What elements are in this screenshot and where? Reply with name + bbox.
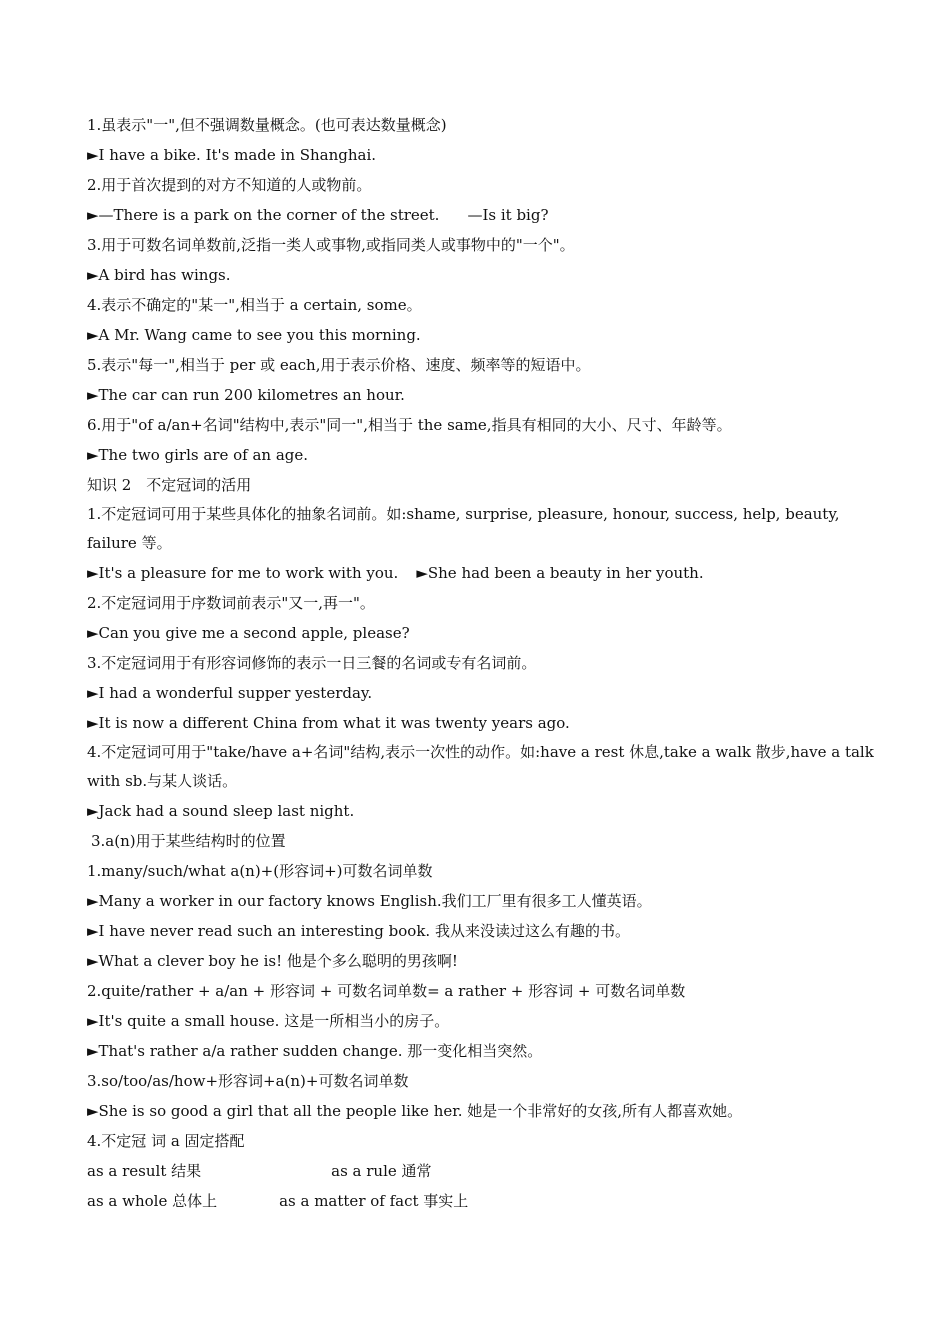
text-paragraph: 1.不定冠词可用于某些具体化的抽象名词前。如:shame, surprise, pleasure, honour, success, help, beauty, failure 等。 xyxy=(87,505,840,552)
example-line: ►I have a bike. It's made in Shanghai. xyxy=(87,146,377,164)
example-line: ►It is now a different China from what it was twenty years ago. xyxy=(87,714,570,732)
example-line: ►A Mr. Wang came to see you this morning. xyxy=(87,326,421,344)
example-line: ►That's rather a/a rather sudden change. 那一变化相当突然。 xyxy=(87,1042,543,1060)
example-dialog-b: —Is it big? xyxy=(467,206,549,224)
example-line: ►What a clever boy he is! 他是个多么聪明的男孩啊! xyxy=(87,952,458,970)
example-line: ►A bird has wings. xyxy=(87,266,231,284)
example-line: ►It's quite a small house. 这是一所相当小的房子。 xyxy=(87,1012,450,1030)
text-line: 3.不定冠词用于有形容词修饰的表示一日三餐的名词或专有名词前。 xyxy=(87,654,537,672)
text-line: 3.用于可数名词单数前,泛指一类人或事物,或指同类人或事物中的"一个"。 xyxy=(87,236,575,254)
example-line: ►Jack had a sound sleep last night. xyxy=(87,802,355,820)
example-line: ►I had a wonderful supper yesterday. xyxy=(87,684,373,702)
example-line xyxy=(87,200,877,230)
example-dialog-a: ►—There is a park on the corner of the street. xyxy=(87,206,440,224)
text-line: 2.quite/rather + a/an + 形容词 + 可数名词单数= a rather + 形容词 + 可数名词单数 xyxy=(87,982,686,1000)
phrase-row xyxy=(87,1156,877,1186)
text-line: 5.表示"每一",相当于 per 或 each,用于表示价格、速度、频率等的短语中。 xyxy=(87,356,591,374)
text-line: 1.many/such/what a(n)+(形容词+)可数名词单数 xyxy=(87,862,433,880)
example-a: ►It's a pleasure for me to work with you. xyxy=(87,564,399,582)
phrase-item: as a matter of fact 事实上 xyxy=(279,1192,469,1210)
document-page xyxy=(87,110,877,1216)
text-line: 3.so/too/as/how+形容词+a(n)+可数名词单数 xyxy=(87,1072,409,1090)
text-line: 2.不定冠词用于序数词前表示"又一,再一"。 xyxy=(87,594,375,612)
text-line: 4.表示不确定的"某一",相当于 a certain, some。 xyxy=(87,296,422,314)
text-line: 4.不定冠 词 a 固定搭配 xyxy=(87,1132,245,1150)
phrase-row xyxy=(87,1186,877,1216)
text-paragraph: 4.不定冠词可用于"take/have a+名词"结构,表示一次性的动作。如:have a rest 休息,take a walk 散步,have a talk with sb.与某人谈话。 xyxy=(87,743,874,790)
phrase-item: as a rule 通常 xyxy=(331,1162,432,1180)
example-line: ►The two girls are of an age. xyxy=(87,446,309,464)
example-b: ►She had been a beauty in her youth. xyxy=(416,564,704,582)
text-line: 6.用于"of a/an+名词"结构中,表示"同一",相当于 the same,指具有相同的大小、尺寸、年龄等。 xyxy=(87,416,732,434)
text-line: 1.虽表示"一",但不强调数量概念。(也可表达数量概念) xyxy=(87,116,447,134)
example-line: ►I have never read such an interesting book. 我从来没读过这么有趣的书。 xyxy=(87,922,630,940)
example-line: ►The car can run 200 kilometres an hour. xyxy=(87,386,405,404)
section-heading: 3.a(n)用于某些结构时的位置 xyxy=(91,832,286,850)
phrase-item: as a result 结果 xyxy=(87,1162,202,1180)
example-line xyxy=(87,558,877,588)
example-line: ►Can you give me a second apple, please? xyxy=(87,624,410,642)
section-heading: 知识 2 不定冠词的活用 xyxy=(87,476,252,494)
text-line: 2.用于首次提到的对方不知道的人或物前。 xyxy=(87,176,372,194)
example-line: ►Many a worker in our factory knows English.我们工厂里有很多工人懂英语。 xyxy=(87,892,652,910)
phrase-item: as a whole 总体上 xyxy=(87,1192,218,1210)
example-line: ►She is so good a girl that all the people like her. 她是一个非常好的女孩,所有人都喜欢她。 xyxy=(87,1102,743,1120)
